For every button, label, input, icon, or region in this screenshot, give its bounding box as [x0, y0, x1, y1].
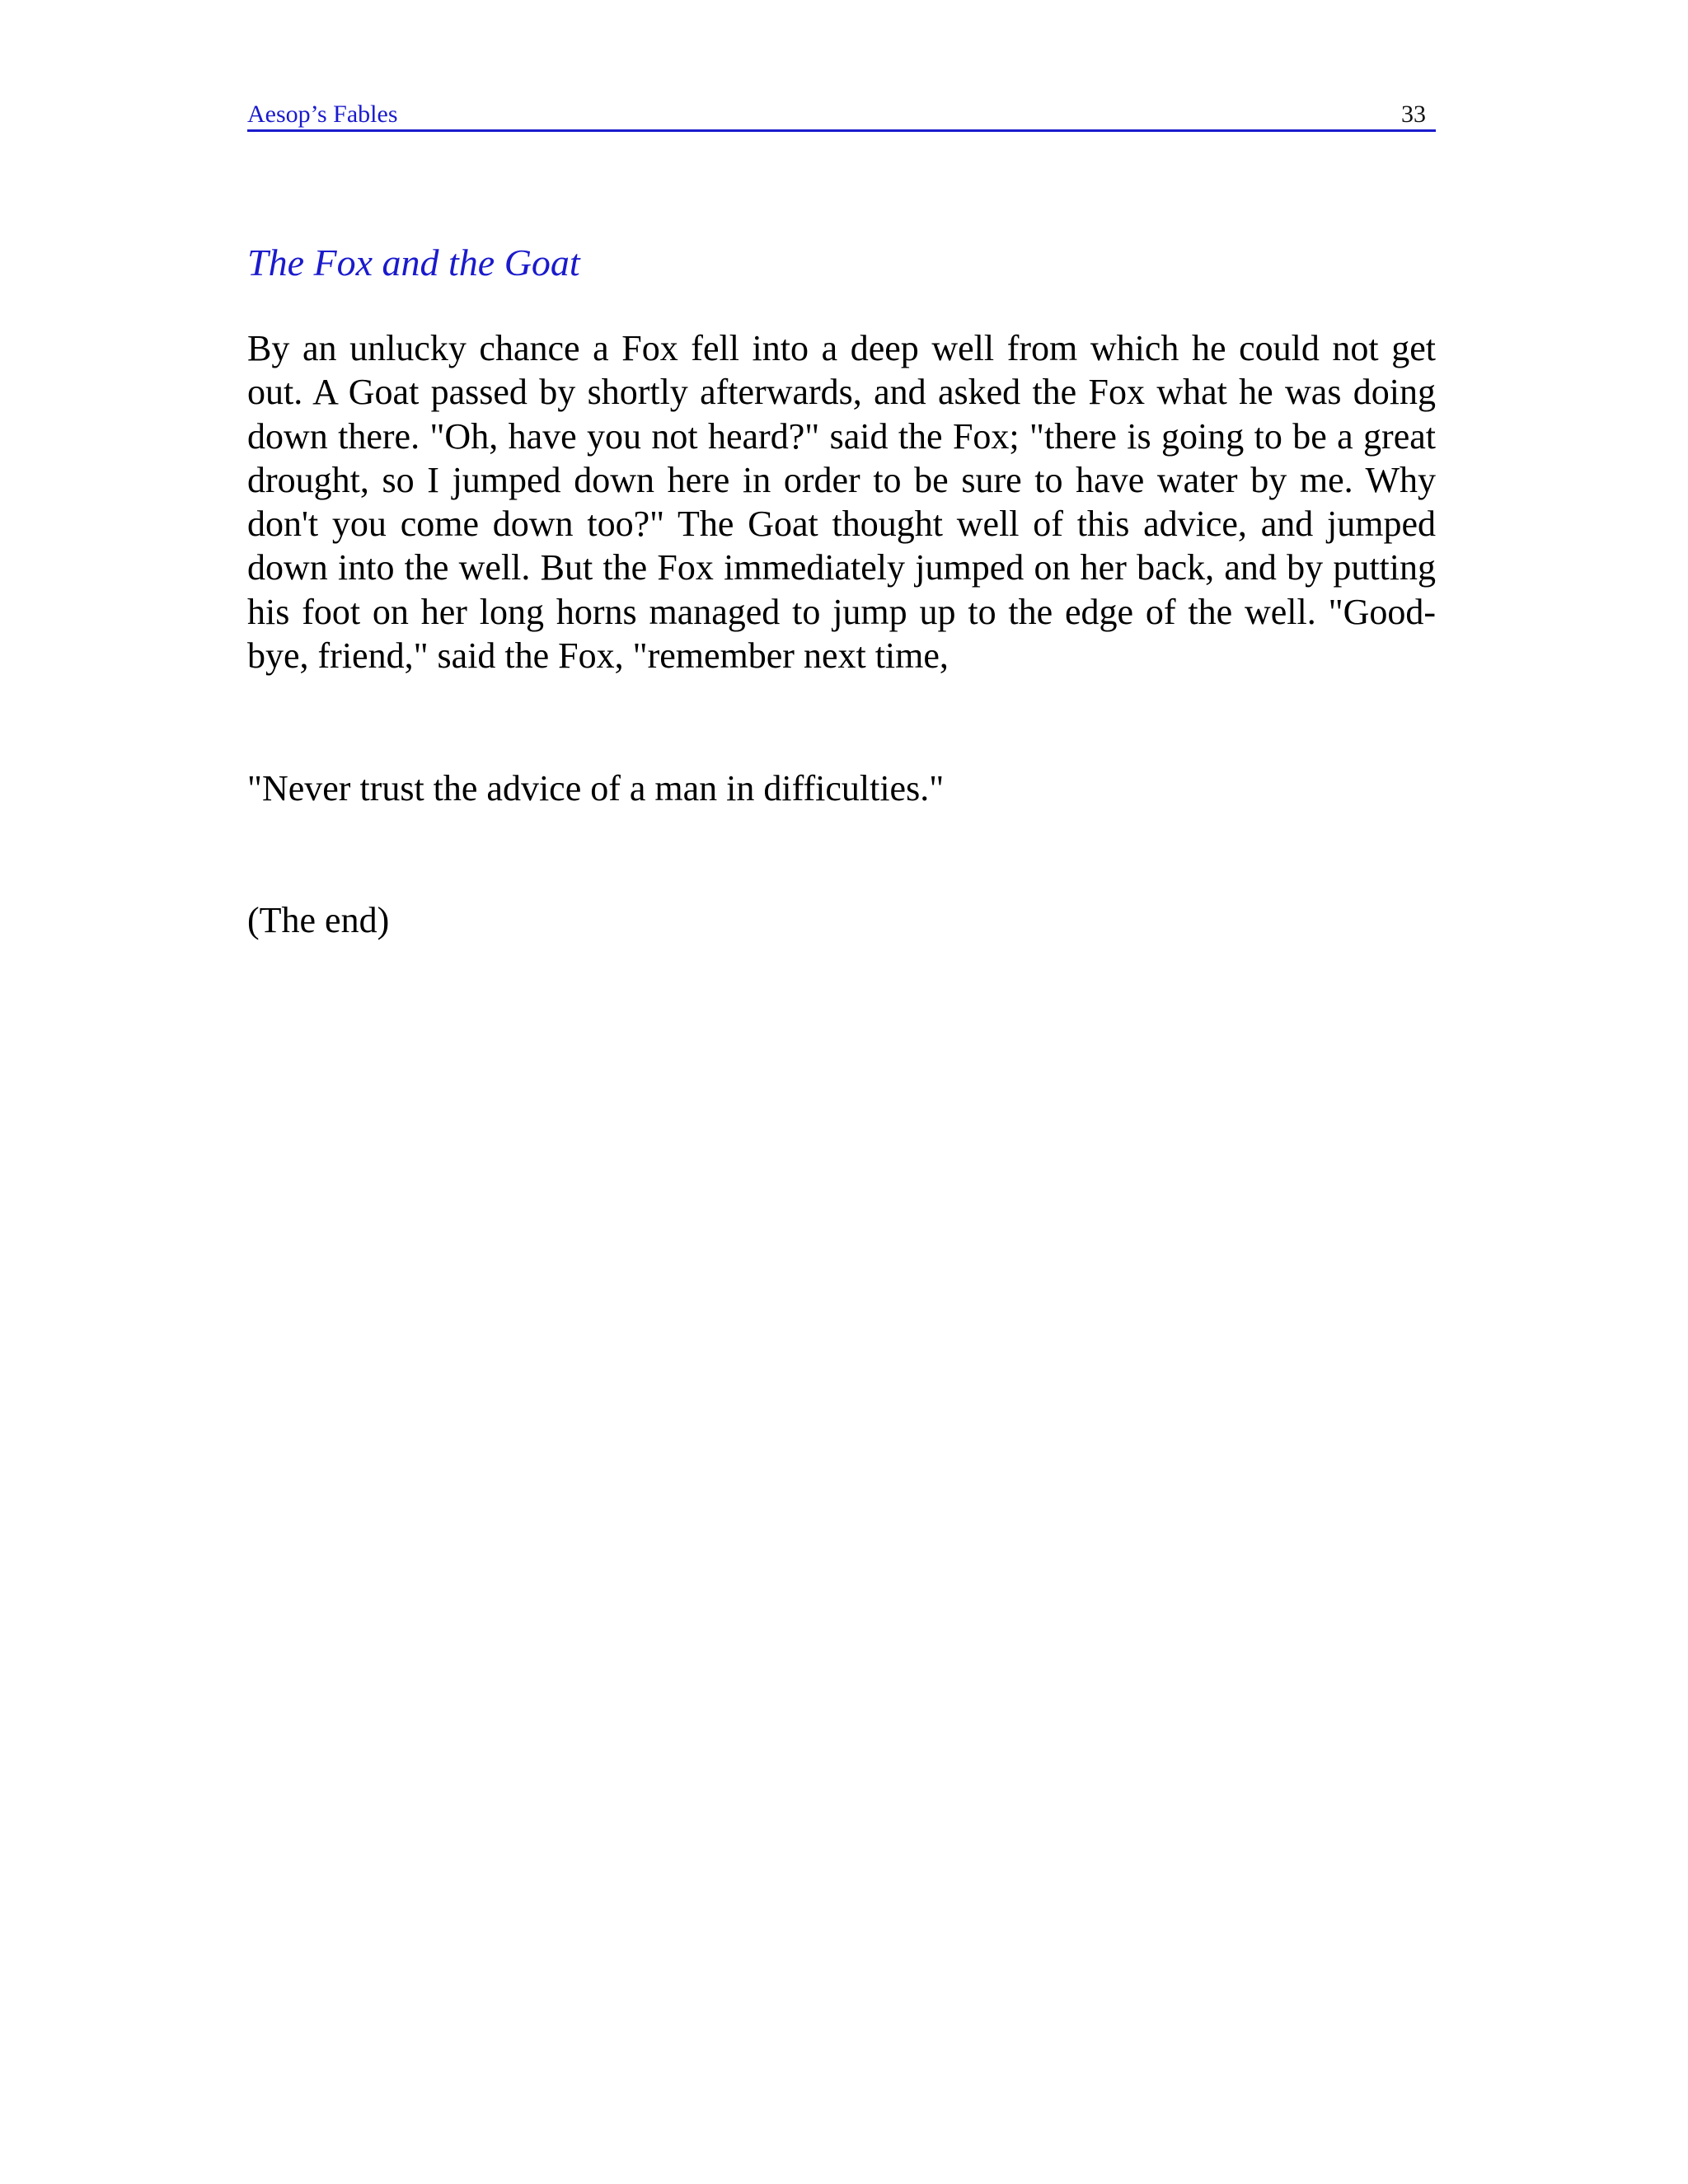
- running-header: [247, 97, 1436, 132]
- fable-title: The Fox and the Goat: [247, 241, 580, 284]
- page-number: 33: [1401, 101, 1426, 128]
- book-title: Aesop’s Fables: [247, 101, 398, 128]
- fable-moral: "Never trust the advice of a man in difficulties.": [247, 768, 945, 808]
- end-note: (The end): [247, 900, 390, 940]
- page-number-underline: [1426, 129, 1436, 132]
- fable-body: By an unlucky chance a Fox fell into a deep well from which he could not get out. A Goat passed by shortly afterwards, and asked the Fox what he was doing down there. "Oh, have you not heard?" said the Fox; "there is going to be a great drought, so I jumped down here in order to be sure to have water by me. Why don't you come down too?" The Goat thought well of this advice, and jumped down into the well. But the Fox immediately jumped on her back, and by putting his foot on her long horns managed to jump up to the edge of the well. "Good-bye, friend," said the Fox, "remember next time,: [247, 328, 1436, 677]
